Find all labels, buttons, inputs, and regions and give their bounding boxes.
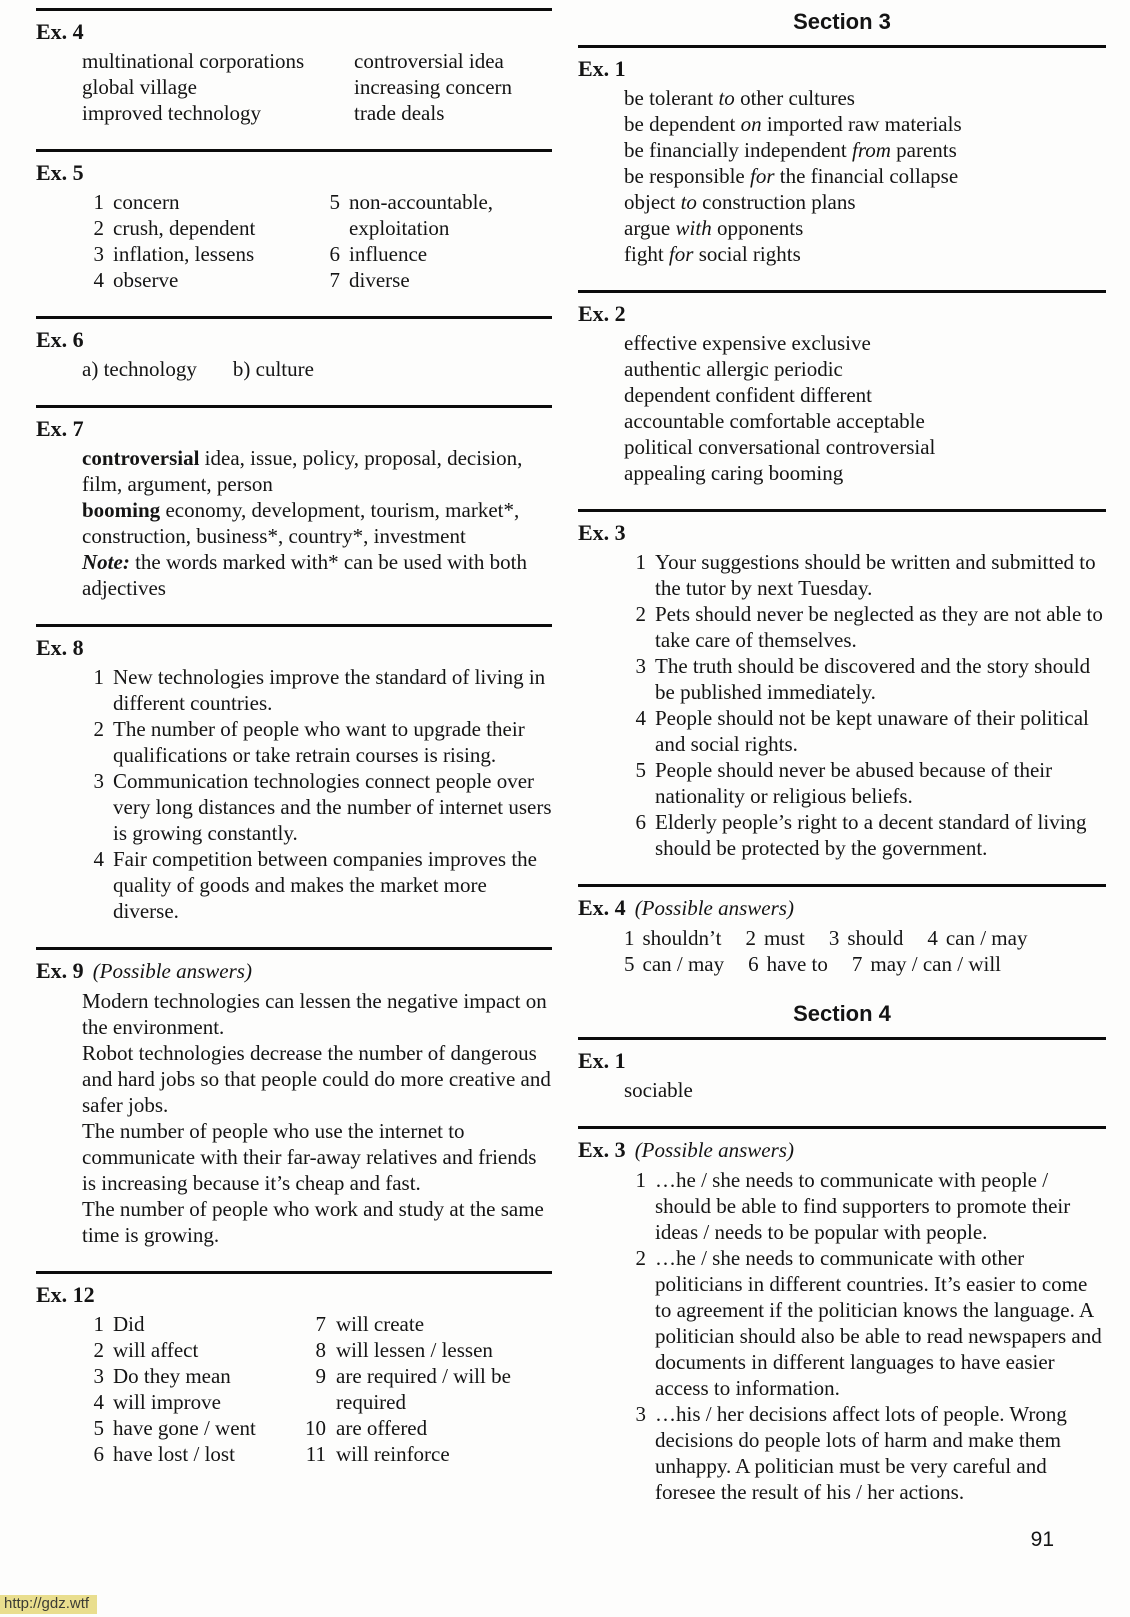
exercise-title: Ex. 8 <box>36 635 84 660</box>
answer-list-right <box>300 1311 552 1467</box>
exercise-body <box>36 445 552 601</box>
divider-rule <box>36 149 552 152</box>
item-text: Elderly people’s right to a decent standard of living should be protected by the government. <box>655 810 1087 860</box>
preposition: to <box>680 190 697 214</box>
answer-text: sociable <box>624 1078 693 1102</box>
adjective-group <box>82 497 552 549</box>
answer-list-right <box>318 189 552 293</box>
item-number: 2 <box>93 1338 104 1362</box>
list-item <box>82 846 552 924</box>
list-item <box>82 189 318 215</box>
phrase: increasing concern <box>354 75 513 99</box>
item-number: 4 <box>635 706 646 730</box>
note-label: Note: <box>82 550 130 574</box>
watermark-url: http://gdz.wtf <box>0 1595 97 1614</box>
item-text: are required / will be required <box>336 1364 511 1414</box>
item-text: …his / her decisions affect lots of people. Wrong decisions do people lots of harm and make them unhappy. A politician must be very careful and foresee the result of his / her actions. <box>655 1402 1067 1504</box>
item-text: diverse <box>349 268 410 292</box>
item-text: The truth should be discovered and the story should be published immediately. <box>655 654 1091 704</box>
answer <box>852 951 1001 977</box>
exercise-title: Ex. 3 <box>578 520 626 545</box>
list-item <box>624 809 1106 861</box>
exercise-title: Ex. 1 <box>578 56 626 81</box>
left-column <box>36 8 552 1552</box>
answer-number: 1 <box>624 926 635 950</box>
word-row: authentic allergic periodic <box>624 357 843 381</box>
phrase: improved technology <box>82 101 262 125</box>
answer-list-left <box>82 1311 300 1467</box>
list-item <box>82 241 318 267</box>
item-number: 3 <box>93 242 104 266</box>
exercise-title: Ex. 6 <box>36 327 84 352</box>
exercise-title-text: Ex. 9 <box>36 958 84 983</box>
section-4-heading: Section 4 <box>793 1001 891 1026</box>
item-text: Pets should never be neglected as they are not able to take care of themselves. <box>655 602 1103 652</box>
item-number: 2 <box>93 717 104 741</box>
answer-row <box>624 925 1106 951</box>
exercise-body <box>578 1077 1106 1103</box>
item-number: 6 <box>329 242 340 266</box>
item-text: will affect <box>113 1338 199 1362</box>
preposition: from <box>852 138 891 162</box>
section-3-heading: Section 3 <box>793 9 891 34</box>
item-text: inflation, lessens <box>113 242 255 266</box>
item-text: will improve <box>113 1390 221 1414</box>
exercise-title <box>36 957 552 985</box>
item-text: have lost / lost <box>113 1442 235 1466</box>
answer-text: have to <box>766 952 828 976</box>
item-text: …he / she needs to communicate with other politicians in different countries. It’s easier to come to agreement if the politician knows the language. A politician should also be able to read newspapers and documents in different languages to have easier access to information. <box>655 1246 1102 1400</box>
section3-exercise-3-block <box>578 509 1106 861</box>
list-item <box>624 601 1106 653</box>
divider-rule <box>36 947 552 950</box>
phrase: global village <box>82 75 197 99</box>
answer-a: a) technology <box>82 357 197 381</box>
item-text: have gone / went <box>113 1416 256 1440</box>
exercise-12-block <box>36 1271 552 1467</box>
item-number: 1 <box>635 550 646 574</box>
list-item <box>82 1311 300 1337</box>
phrase-post: imported raw materials <box>761 112 962 136</box>
list-item <box>82 1415 300 1441</box>
divider-rule <box>36 624 552 627</box>
divider-rule <box>578 884 1106 887</box>
phrase-list-left <box>82 48 354 126</box>
keyword-controversial: controversial <box>82 446 200 470</box>
answer-text: shouldn’t <box>642 926 722 950</box>
possible-answers-label: (Possible answers) <box>634 1138 794 1162</box>
item-number: 8 <box>315 1338 326 1362</box>
item-number: 1 <box>93 1312 104 1336</box>
answer-number: 4 <box>927 926 938 950</box>
item-text: People should never be abused because of their nationality or religious beliefs. <box>655 758 1053 808</box>
item-number: 4 <box>93 268 104 292</box>
item-text: Your suggestions should be written and submitted to the tutor by next Tuesday. <box>655 550 1096 600</box>
list-item <box>318 267 552 293</box>
item-number: 1 <box>93 190 104 214</box>
answer <box>624 951 724 977</box>
exercise-title: Ex. 4 <box>36 19 84 44</box>
answer-line <box>36 356 552 382</box>
preposition: on <box>740 112 762 136</box>
answer-number: 7 <box>851 952 863 976</box>
answer-paragraph: The number of people who use the internet to communicate with their far-away relatives and friends is increasing because it’s cheap and fast. <box>82 1119 537 1195</box>
item-number: 10 <box>305 1416 326 1440</box>
list-item <box>82 716 552 768</box>
note-line <box>82 549 552 601</box>
answer-number: 6 <box>748 952 759 976</box>
list-item <box>624 653 1106 705</box>
possible-answers-label: (Possible answers) <box>92 959 252 983</box>
adjective-group <box>82 445 552 497</box>
divider-rule <box>36 405 552 408</box>
list-item <box>300 1441 552 1467</box>
item-number: 2 <box>635 602 646 626</box>
divider-rule <box>36 1271 552 1274</box>
phrase-post: opponents <box>711 216 804 240</box>
phrase: multinational corporations <box>82 49 305 73</box>
word-list: idea, issue, policy, proposal, decision, film, argument, person <box>82 446 523 496</box>
phrase-pre: fight <box>624 242 669 266</box>
list-item <box>624 1167 1106 1245</box>
exercise-title-text: Ex. 4 <box>578 895 626 920</box>
word-row: accountable comfortable acceptable <box>624 409 925 433</box>
item-text: Do they mean <box>113 1364 231 1388</box>
answer-paragraph: The number of people who work and study at the same time is growing. <box>82 1197 544 1247</box>
item-number: 6 <box>93 1442 104 1466</box>
item-number: 7 <box>329 268 340 292</box>
section3-exercise-1-block <box>578 45 1106 267</box>
answer <box>829 925 904 951</box>
list-item <box>318 241 552 267</box>
answer-text: can / may <box>642 952 725 976</box>
divider-rule <box>36 8 552 11</box>
answer-text: can / may <box>945 926 1028 950</box>
preposition: to <box>718 86 735 110</box>
item-text: crush, dependent <box>113 216 256 240</box>
list-item <box>624 1245 1106 1401</box>
exercise-title <box>578 894 1106 922</box>
list-item <box>624 705 1106 757</box>
list-item <box>82 267 318 293</box>
section4-exercise-1-block <box>578 1037 1106 1103</box>
phrase-post: construction plans <box>696 190 856 214</box>
phrase-pre: be dependent <box>624 112 741 136</box>
list-item <box>300 1363 552 1415</box>
item-number: 2 <box>93 216 104 240</box>
word-row: appealing caring booming <box>624 461 844 485</box>
item-number: 5 <box>329 190 340 214</box>
item-text: New technologies improve the standard of living in different countries. <box>113 665 546 715</box>
item-text: influence <box>349 242 428 266</box>
item-number: 3 <box>635 654 646 678</box>
item-text: Fair competition between companies improves the quality of goods and makes the market more diverse. <box>113 847 537 923</box>
item-number: 1 <box>635 1168 646 1192</box>
list-item <box>82 664 552 716</box>
divider-rule <box>578 45 1106 48</box>
answer-paragraph: Robot technologies decrease the number of dangerous and hard jobs so that people could do more creative and safer jobs. <box>82 1041 551 1117</box>
word-list: economy, development, tourism, market*, construction, business*, country*, investment <box>82 498 520 548</box>
list-item <box>624 757 1106 809</box>
exercise-8-block <box>36 624 552 924</box>
list-item <box>300 1337 552 1363</box>
exercise-title: Ex. 7 <box>36 416 84 441</box>
exercise-4-block <box>36 8 552 126</box>
item-number: 1 <box>93 665 104 689</box>
word-row: effective expensive exclusive <box>624 331 871 355</box>
preposition: for <box>749 164 775 188</box>
item-number: 6 <box>635 810 646 834</box>
phrase-list <box>578 85 1106 267</box>
exercise-5-block <box>36 149 552 293</box>
exercise-title-text: Ex. 3 <box>578 1137 626 1162</box>
answer <box>624 925 721 951</box>
exercise-title <box>578 1136 1106 1164</box>
list-item <box>300 1415 552 1441</box>
list-item <box>624 1401 1106 1505</box>
answer-text: may / can / will <box>870 952 1002 976</box>
inline-answers <box>578 925 1106 977</box>
item-number: 5 <box>635 758 646 782</box>
phrase-post: other cultures <box>734 86 855 110</box>
divider-rule <box>578 509 1106 512</box>
section4-exercise-3-block <box>578 1126 1106 1505</box>
item-number: 9 <box>315 1364 326 1388</box>
item-text: will lessen / lessen <box>336 1338 493 1362</box>
exercise-6-block <box>36 316 552 382</box>
answer-text: must <box>763 926 805 950</box>
answer-text: should <box>847 926 904 950</box>
item-text: …he / she needs to communicate with people / should be able to find supporters to promote their ideas / needs to be popular with people. <box>655 1168 1071 1244</box>
list-item <box>82 215 318 241</box>
answer-list-left <box>82 189 318 293</box>
item-number: 4 <box>93 847 104 871</box>
exercise-title: Ex. 1 <box>578 1048 626 1073</box>
answer-row <box>624 951 1106 977</box>
section3-exercise-4-block <box>578 884 1106 977</box>
list-item <box>82 1337 300 1363</box>
phrase <box>624 189 1106 215</box>
item-number: 11 <box>305 1442 326 1466</box>
item-text: People should not be kept unaware of their political and social rights. <box>655 706 1089 756</box>
item-text: will create <box>336 1312 425 1336</box>
divider-rule <box>36 316 552 319</box>
list-item <box>318 189 552 241</box>
item-number: 3 <box>93 769 104 793</box>
item-number: 3 <box>93 1364 104 1388</box>
item-text: The number of people who want to upgrade their qualifications or take retrain courses is rising. <box>113 717 525 767</box>
item-number: 2 <box>635 1246 646 1270</box>
numbered-answer-columns <box>36 189 552 293</box>
answer <box>748 951 828 977</box>
right-column <box>578 8 1106 1552</box>
phrase-pre: object <box>624 190 681 214</box>
answer-paragraphs <box>36 988 552 1248</box>
preposition: for <box>668 242 694 266</box>
item-number: 5 <box>93 1416 104 1440</box>
phrase-pre: be responsible <box>624 164 750 188</box>
item-number: 7 <box>315 1312 326 1336</box>
phrase: controversial idea <box>354 49 504 73</box>
item-text: observe <box>113 268 179 292</box>
exercise-title: Ex. 12 <box>36 1282 95 1307</box>
phrase-pre: argue <box>624 216 676 240</box>
list-item <box>82 1363 300 1389</box>
item-text: Communication technologies connect people over very long distances and the number of internet users is growing constantly. <box>113 769 552 845</box>
phrase <box>624 85 1106 111</box>
phrase <box>624 215 1106 241</box>
answer-paragraph: Modern technologies can lessen the negative impact on the environment. <box>82 989 547 1039</box>
exercise-9-block <box>36 947 552 1248</box>
exercise-7-block <box>36 405 552 601</box>
possible-answers-label: (Possible answers) <box>634 896 794 920</box>
word-row: political conversational controversial <box>624 435 936 459</box>
phrase-post: parents <box>890 138 957 162</box>
phrase-post: the financial collapse <box>774 164 959 188</box>
page-number: 91 <box>1030 1528 1054 1551</box>
keyword-booming: booming <box>82 498 161 522</box>
word-row: dependent confident different <box>624 383 873 407</box>
phrase-list-right <box>354 48 552 126</box>
phrase-post: social rights <box>693 242 801 266</box>
phrase <box>624 137 1106 163</box>
divider-rule <box>578 1126 1106 1129</box>
item-text: will reinforce <box>336 1442 450 1466</box>
list-item <box>82 1441 300 1467</box>
word-list <box>578 330 1106 486</box>
divider-rule <box>578 290 1106 293</box>
phrase <box>624 111 1106 137</box>
divider-rule <box>578 1037 1106 1040</box>
section3-exercise-2-block <box>578 290 1106 486</box>
phrase <box>624 163 1106 189</box>
phrase-pre: be financially independent <box>624 138 852 162</box>
item-number: 3 <box>635 1402 646 1426</box>
answer <box>927 925 1027 951</box>
preposition: with <box>675 216 712 240</box>
item-text: non-accountable, exploitation <box>349 190 494 240</box>
item-text: Did <box>113 1312 145 1336</box>
answer-number: 5 <box>624 952 635 976</box>
answer-b: b) culture <box>232 357 314 381</box>
phrase <box>624 241 1106 267</box>
item-number: 4 <box>93 1390 104 1414</box>
list-item <box>82 1389 300 1415</box>
exercise-title: Ex. 2 <box>578 301 626 326</box>
list-item <box>624 549 1106 601</box>
phrase-pre: be tolerant <box>624 86 719 110</box>
item-text: concern <box>113 190 180 214</box>
phrase: trade deals <box>354 101 445 125</box>
answer-number: 2 <box>745 926 756 950</box>
list-item <box>300 1311 552 1337</box>
exercise-title: Ex. 5 <box>36 160 84 185</box>
numbered-answer-list <box>578 549 1106 861</box>
numbered-answer-list <box>578 1167 1106 1505</box>
item-text: are offered <box>336 1416 428 1440</box>
answer <box>745 925 804 951</box>
numbered-answer-list <box>36 664 552 924</box>
note-text: the words marked with* can be used with both adjectives <box>82 550 527 600</box>
numbered-answer-columns <box>36 1311 552 1467</box>
answer-number: 3 <box>828 926 840 950</box>
list-item <box>82 768 552 846</box>
phrase-columns <box>36 48 552 126</box>
